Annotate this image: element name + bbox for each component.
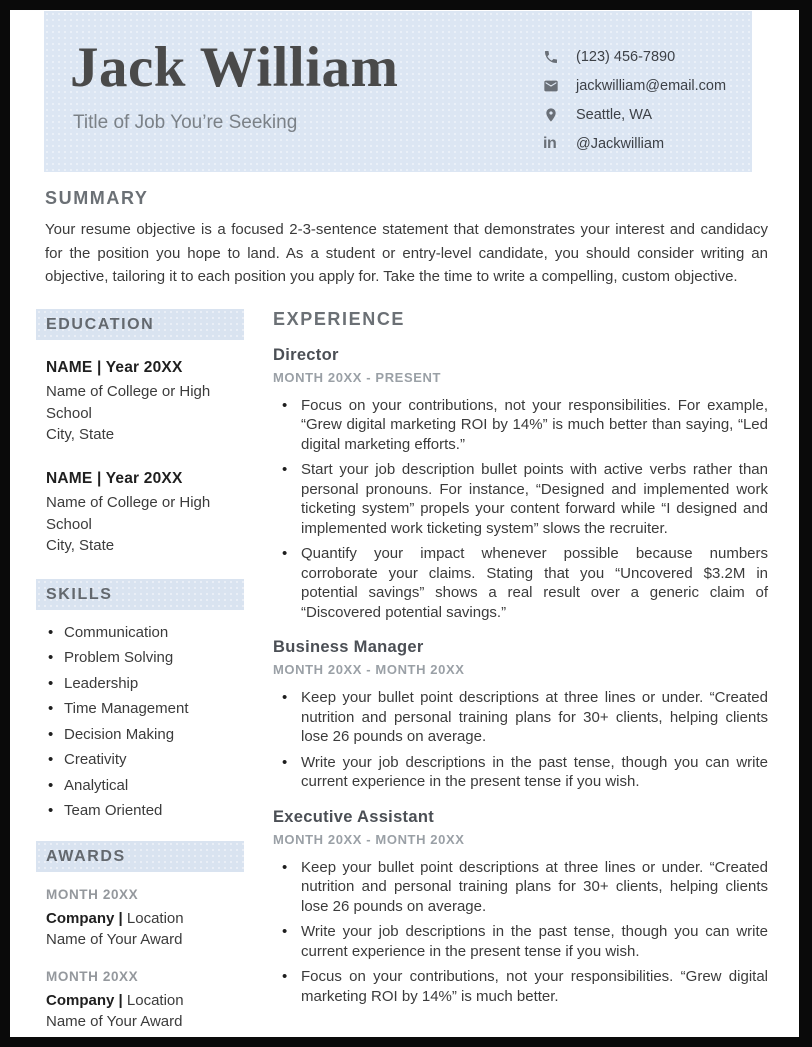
- education-section: [36, 309, 244, 557]
- skill-item: • Team Oriented: [46, 802, 244, 819]
- skills-list: [36, 624, 244, 820]
- award-location: Location: [126, 910, 184, 927]
- contact-info: [543, 46, 726, 154]
- education-location: City, State: [46, 537, 115, 554]
- resume-body: [10, 188, 799, 1032]
- skill-item: • Leadership: [46, 675, 244, 692]
- award-name: Name of Your Award: [46, 1013, 183, 1030]
- candidate-name: Jack William: [70, 36, 399, 99]
- contact-phone: [543, 46, 726, 67]
- experience-section: [273, 309, 768, 1013]
- award-location: Location: [126, 992, 184, 1009]
- role-title: Director: [273, 345, 339, 364]
- education-entry: [36, 468, 244, 557]
- education-heading: EDUCATION: [36, 309, 244, 340]
- experience-role: [273, 808, 768, 1007]
- role-title: Business Manager: [273, 638, 424, 656]
- role-bullet-list: [273, 688, 768, 792]
- award-date: MONTH 20XX: [46, 887, 139, 902]
- role-bullet-list: [273, 858, 768, 1007]
- email-address: jackwilliam@email.com: [576, 77, 727, 94]
- phone-icon: [543, 48, 563, 66]
- education-entry: [36, 357, 244, 446]
- award-entry: [36, 887, 244, 950]
- skill-item: • Analytical: [46, 777, 244, 794]
- summary-section: [36, 188, 768, 289]
- resume-header: [44, 11, 752, 172]
- education-school: Name of College or High School: [46, 383, 211, 422]
- summary-text: Your resume objective is a focused 2-3-sentence statement that demonstrates your interest and candidacy for the position you hope to land. As a student or entry-level candidate, you should consider writing an objective, tailoring it to each position you apply for. Take the time to write a compelling, custom objective.: [45, 221, 768, 285]
- education-school: Name of College or High School: [46, 494, 211, 533]
- skills-section: [36, 579, 244, 820]
- location-text: Seattle, WA: [576, 106, 653, 123]
- role-bullet: • Write your job descriptions in the past tense, though you can write current experience in the present tense if you wish.: [273, 922, 768, 961]
- education-title: NAME | Year 20XX: [46, 358, 183, 376]
- contact-location: [543, 104, 726, 125]
- summary-heading: SUMMARY: [45, 188, 149, 208]
- award-date: MONTH 20XX: [46, 969, 139, 984]
- award-company: Company |: [46, 992, 123, 1009]
- linkedin-icon: in: [543, 134, 557, 152]
- experience-heading: EXPERIENCE: [273, 308, 406, 329]
- role-bullet: • Keep your bullet point descriptions at three lines or under. “Created nutrition and personal training plans for 30+ clients, helping clients lose 26 pounds on average.: [273, 688, 768, 747]
- award-company-line: [46, 991, 244, 1011]
- award-company: Company |: [46, 910, 123, 927]
- skill-item: • Time Management: [46, 700, 244, 717]
- email-icon: [543, 77, 563, 95]
- education-location: City, State: [46, 426, 115, 443]
- contact-email: [543, 75, 726, 96]
- location-icon: [543, 106, 563, 124]
- awards-heading: AWARDS: [36, 841, 244, 872]
- role-dates: MONTH 20XX - MONTH 20XX: [273, 662, 465, 677]
- role-bullet: • Start your job description bullet points with active verbs rather than personal pronouns. For instance, “Designed and implemented work ticketing system” propels your content forward while “I designed and implemented work ticketing system” slows the recruiter.: [273, 460, 768, 538]
- role-bullet: • Focus on your contributions, not your responsibilities. For example, “Grew digital marketing ROI by 14%” is much better than saying, “Led digital marketing efforts.”: [273, 396, 768, 455]
- role-dates: MONTH 20XX - MONTH 20XX: [273, 831, 465, 847]
- skills-heading: SKILLS: [36, 579, 244, 610]
- job-title: Title of Job You’re Seeking: [73, 112, 298, 133]
- role-bullet: • Quantify your impact whenever possible because numbers corroborate your claims. Stating that you “Uncovered $3.2M in potential savings” shows a real result over a generic claim of “Discovered potential savings.”: [273, 544, 768, 622]
- phone-number: (123) 456-7890: [576, 48, 676, 65]
- skill-item: • Problem Solving: [46, 649, 244, 666]
- experience-role: [273, 638, 768, 792]
- linkedin-handle: @Jackwilliam: [576, 135, 665, 152]
- education-title: NAME | Year 20XX: [46, 469, 183, 487]
- contact-linkedin: [543, 133, 726, 154]
- experience-role: [273, 346, 768, 623]
- role-dates: MONTH 20XX - PRESENT: [273, 369, 442, 385]
- award-entry: [36, 969, 244, 1032]
- award-name: Name of Your Award: [46, 931, 183, 948]
- role-bullet-list: [273, 396, 768, 623]
- role-bullet: • Write your job descriptions in the past tense, though you can write current experience in the present tense if you wish.: [273, 753, 768, 792]
- sidebar: [36, 309, 244, 1033]
- role-title: Executive Assistant: [273, 807, 434, 826]
- two-column-layout: [36, 309, 768, 1033]
- role-bullet: • Focus on your contributions, not your responsibilities. “Grew digital marketing ROI by 14%” is much better.: [273, 967, 768, 1006]
- awards-section: [36, 841, 244, 1032]
- skill-item: • Creativity: [46, 751, 244, 768]
- award-company-line: [46, 909, 244, 929]
- skill-item: • Communication: [46, 624, 244, 641]
- role-bullet: • Keep your bullet point descriptions at three lines or under. “Created nutrition and personal training plans for 30+ clients, helping clients lose 26 pounds on average.: [273, 858, 768, 917]
- skill-item: • Decision Making: [46, 726, 244, 743]
